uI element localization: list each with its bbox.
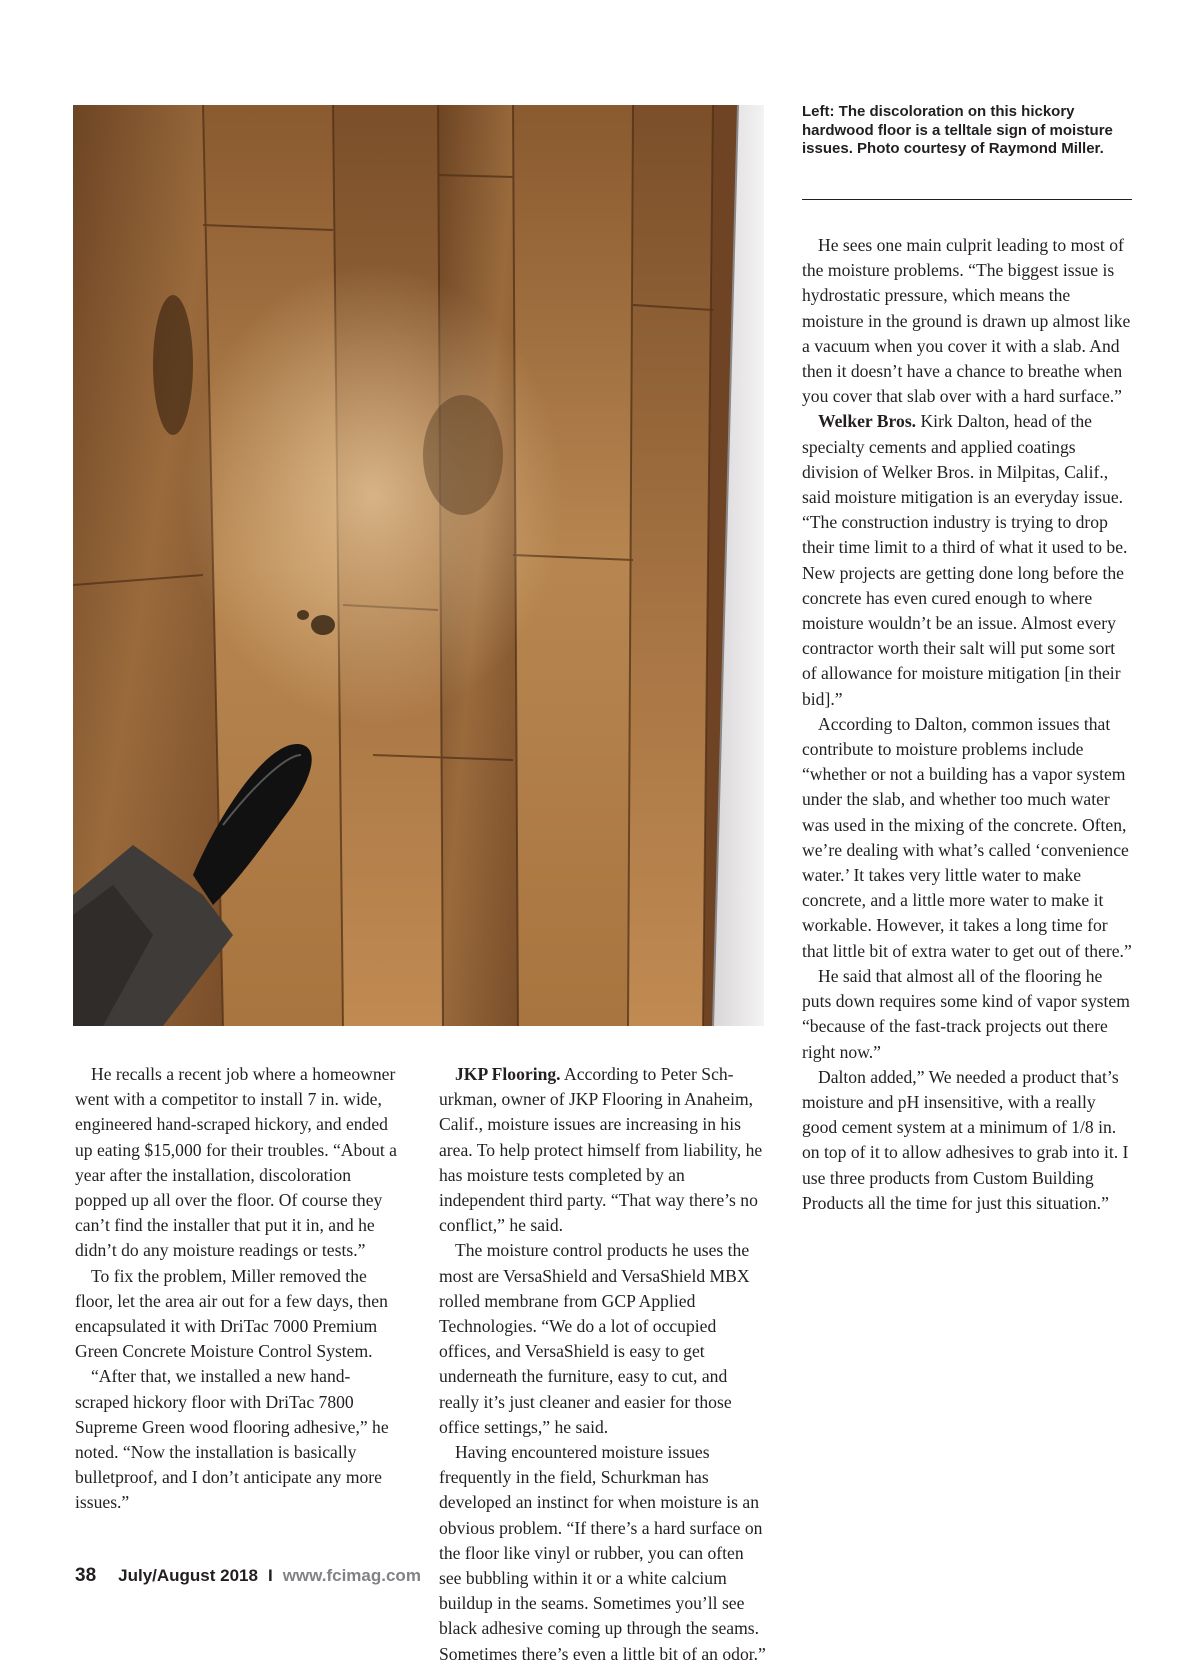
page-footer xyxy=(75,1565,421,1587)
caption-divider xyxy=(802,199,1132,200)
paragraph-dalton-issues: According to Dalton, common issues that contribute to moisture problems include “whether or not a building has a vapor system under the slab, and whether too much water was used in the mixing of the concrete. Often, we’re dealing with what’s called ‘convenience water.’ It takes very little water to make concrete, and a little more water to make it workable. However, it takes a long time for that little bit of extra water to get out of there.” xyxy=(802,713,1132,961)
footer-separator: I xyxy=(267,1566,273,1585)
article-column-2 xyxy=(439,1062,767,1667)
website-url[interactable]: www.fcimag.com xyxy=(282,1566,421,1585)
section-text-welker: Kirk Dalton, head of the specialty cements and applied coatings division of Welker Bros. in Milpitas, Calif., said moisture mitigation is an everyday issue. “The construction industry is trying to drop their time limit to a third of what it used to be. New projects are getting done long before the concrete has even cured enough to where moisture wouldn’t be an issue. Almost every contractor worth their salt will put some sort of allowance for moisture mitigation [in their bid].” xyxy=(802,411,1128,709)
page-number: 38 xyxy=(75,1565,97,1586)
floor-photo-illustration xyxy=(73,105,764,1026)
paragraph-homeowner-job: He recalls a recent job where a homeowner went with a competitor to install 7 in. wide, engineered hand-scraped hickory, and ended up eating $15,000 for their troubles. “About a year after the installation, discoloration popped up all over the floor. Of course they can’t find the installer that put it in, and he didn’t do any moisture readings or tests.” xyxy=(75,1064,397,1261)
issue-date: July/August 2018 xyxy=(118,1566,258,1585)
paragraph-versashield: The moisture control products he uses the most are VersaShield and VersaShield MBX rolled membrane from GCP Applied Technologies. “We do a lot of occupied offices, and VersaShield is easy to get underneath the furniture, easy to cut, and really it’s just cleaner and easier for those office settings,” he said. xyxy=(439,1240,750,1437)
paragraph-hydrostatic: He sees one main culprit leading to most of the moisture problems. “The biggest issue is hydrostatic pressure, which means the moisture in the ground is drawn up almost like a vacuum when you cover it with a slab. And then it doesn’t have a chance to breathe when you cover that slab over with a hard surface.” xyxy=(802,235,1131,407)
paragraph-welker-bros xyxy=(802,409,1132,711)
paragraph-dalton-added: Dalton added,” We needed a product that’s moisture and pH insensitive, with a really good cement system at a minimum of 1/8 in. on top of it to allow adhesives to grab into it. I use three products from Custom Building Products all the time for just this situation.” xyxy=(802,1066,1129,1213)
section-text-jkp: According to Peter Schurkman, owner of JKP Flooring in Anaheim, Calif., moisture issues are increasing in his area. To help protect himself from liability, he has moisture tests completed by an independent third party. “That way there’s no conflict,” he said. xyxy=(439,1064,763,1236)
paragraph-jkp-flooring xyxy=(439,1062,767,1238)
section-heading-welker: Welker Bros. xyxy=(818,411,917,432)
article-column-3 xyxy=(802,233,1132,1216)
photo-caption: Left: The discoloration on this hickory hardwood floor is a telltale sign of moisture issues. Photo courtesy of Raymond Miller. xyxy=(802,103,1113,157)
paragraph-vapor-system: He said that almost all of the flooring he puts down requires some kind of vapor system “because of the fast-track projects out there right now.” xyxy=(802,965,1130,1062)
paragraph-schurkman-instinct: Having encountered moisture issues frequently in the field, Schurkman has developed an instinct for when moisture is an obvious problem. “If there’s a hard surface on the floor like vinyl or rubber, you can often see bubbling within it or a white calcium buildup in the seams. Sometimes you’ll see black adhesive coming up through the seams. Sometimes there’s even a little bit of an odor.” xyxy=(439,1442,766,1664)
section-heading-jkp: JKP Flooring. xyxy=(455,1064,561,1084)
paragraph-miller-fix: To fix the problem, Miller removed the floor, let the area air out for a few days, then encapsulated it with DriTac 7000 Premium Green Concrete Moisture Control System. xyxy=(75,1265,388,1362)
article-column-1 xyxy=(75,1062,397,1516)
floor-photo xyxy=(73,105,764,1026)
paragraph-new-install: “After that, we installed a new handscraped hickory floor with DriTac 7800 Supreme Green wood flooring adhesive,” he noted. “Now the installation is basically bulletproof, and I don’t anticipate any more issues.” xyxy=(75,1366,389,1513)
